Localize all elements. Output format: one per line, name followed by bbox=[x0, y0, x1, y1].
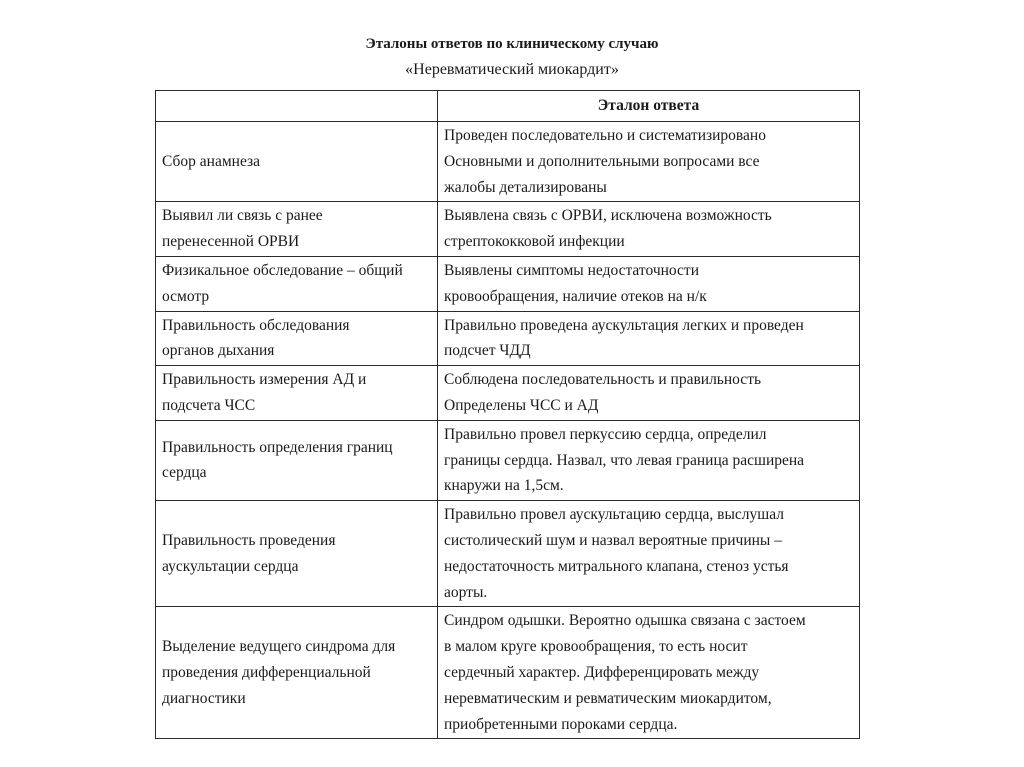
answer-line: стрептококковой инфекции bbox=[444, 233, 625, 251]
criterion-cell bbox=[156, 122, 438, 202]
criterion-cell bbox=[156, 311, 438, 366]
criterion-cell bbox=[156, 366, 438, 421]
answer-line: границы сердца. Назвал, что левая граница расширена bbox=[444, 451, 805, 469]
table-row bbox=[156, 256, 860, 311]
answer-cell bbox=[438, 366, 860, 421]
criterion-cell bbox=[156, 420, 438, 500]
answer-line: Выявлена связь с ОРВИ, исключена возможность bbox=[444, 207, 772, 225]
answer-line: Синдром одышки. Вероятно одышка связана с застоем bbox=[444, 612, 806, 630]
table-row bbox=[156, 501, 860, 607]
answer-cell bbox=[438, 122, 860, 202]
answer-line: кнаружи на 1,5см. bbox=[444, 477, 564, 495]
criterion-text: Сбор анамнеза bbox=[162, 152, 261, 170]
table-header-row bbox=[156, 91, 860, 122]
criterion-cell bbox=[156, 501, 438, 607]
answer-line: Правильно проведена аускультация легких и проведен bbox=[444, 316, 804, 334]
table-row bbox=[156, 202, 860, 257]
answer-line: Выявлены симптомы недостаточности bbox=[444, 261, 700, 279]
criterion-line: органов дыхания bbox=[162, 342, 275, 360]
answer-cell bbox=[438, 256, 860, 311]
criterion-line: перенесенной ОРВИ bbox=[162, 233, 300, 251]
criterion-cell bbox=[156, 607, 438, 739]
table-row bbox=[156, 122, 860, 202]
criterion-line: аускультации сердца bbox=[162, 557, 299, 575]
answer-cell bbox=[438, 607, 860, 739]
answer-line: Соблюдена последовательность и правильность bbox=[444, 371, 762, 389]
answer-line: систолический шум и назвал вероятные причины – bbox=[444, 531, 782, 549]
answer-line: жалобы детализированы bbox=[444, 178, 607, 196]
document-title: Эталоны ответов по клиническому случаю bbox=[365, 36, 659, 52]
criterion-line: Выделение ведущего синдрома для bbox=[162, 638, 396, 656]
criterion-line: Выявил ли связь с ранее bbox=[162, 207, 323, 225]
answer-line: Определены ЧСС и АД bbox=[444, 396, 599, 414]
answers-table bbox=[155, 90, 860, 739]
table-row bbox=[156, 420, 860, 500]
table-row bbox=[156, 366, 860, 421]
answer-line: аорты. bbox=[444, 583, 488, 601]
answer-cell bbox=[438, 420, 860, 500]
criterion-line: Правильность определения границ bbox=[162, 438, 393, 456]
criterion-line: диагностики bbox=[162, 689, 246, 707]
criterion-line: проведения дифференциальной bbox=[162, 663, 371, 681]
table-row bbox=[156, 311, 860, 366]
header-answer: Эталон ответа bbox=[438, 91, 860, 122]
answer-line: сердечный характер. Дифференцировать между bbox=[444, 663, 760, 681]
criterion-line: сердца bbox=[162, 464, 207, 482]
header-criterion bbox=[156, 91, 438, 122]
answer-line: Правильно провел аускультацию сердца, выслушал bbox=[444, 506, 784, 524]
answer-line: в малом круге кровообращения, то есть носит bbox=[444, 638, 748, 656]
criterion-line: Правильность обследования bbox=[162, 316, 350, 334]
answer-line: приобретенными пороками сердца. bbox=[444, 715, 678, 733]
answer-line: подсчет ЧДД bbox=[444, 342, 531, 360]
answer-cell bbox=[438, 202, 860, 257]
criterion-line: подсчета ЧСС bbox=[162, 396, 256, 414]
criterion-line: Физикальное обследование – общий bbox=[162, 261, 403, 279]
answer-cell bbox=[438, 501, 860, 607]
answer-cell bbox=[438, 311, 860, 366]
criterion-line: осмотр bbox=[162, 287, 210, 305]
answer-line: неревматическим и ревматическим миокардитом, bbox=[444, 689, 772, 707]
answer-line: недостаточность митрального клапана, стеноз устья bbox=[444, 557, 789, 575]
answer-line: Проведен последовательно и систематизировано bbox=[444, 127, 766, 144]
criterion-line: Правильность проведения bbox=[162, 531, 336, 549]
table-row bbox=[156, 607, 860, 739]
document-subtitle: «Неревматический миокардит» bbox=[405, 61, 619, 78]
answer-line: кровообращения, наличие отеков на н/к bbox=[444, 287, 707, 305]
answer-line: Правильно провел перкуссию сердца, определил bbox=[444, 425, 767, 443]
answer-line: Основными и дополнительными вопросами все bbox=[444, 152, 760, 170]
criterion-cell bbox=[156, 202, 438, 257]
criterion-line: Правильность измерения АД и bbox=[162, 371, 367, 389]
criterion-cell bbox=[156, 256, 438, 311]
